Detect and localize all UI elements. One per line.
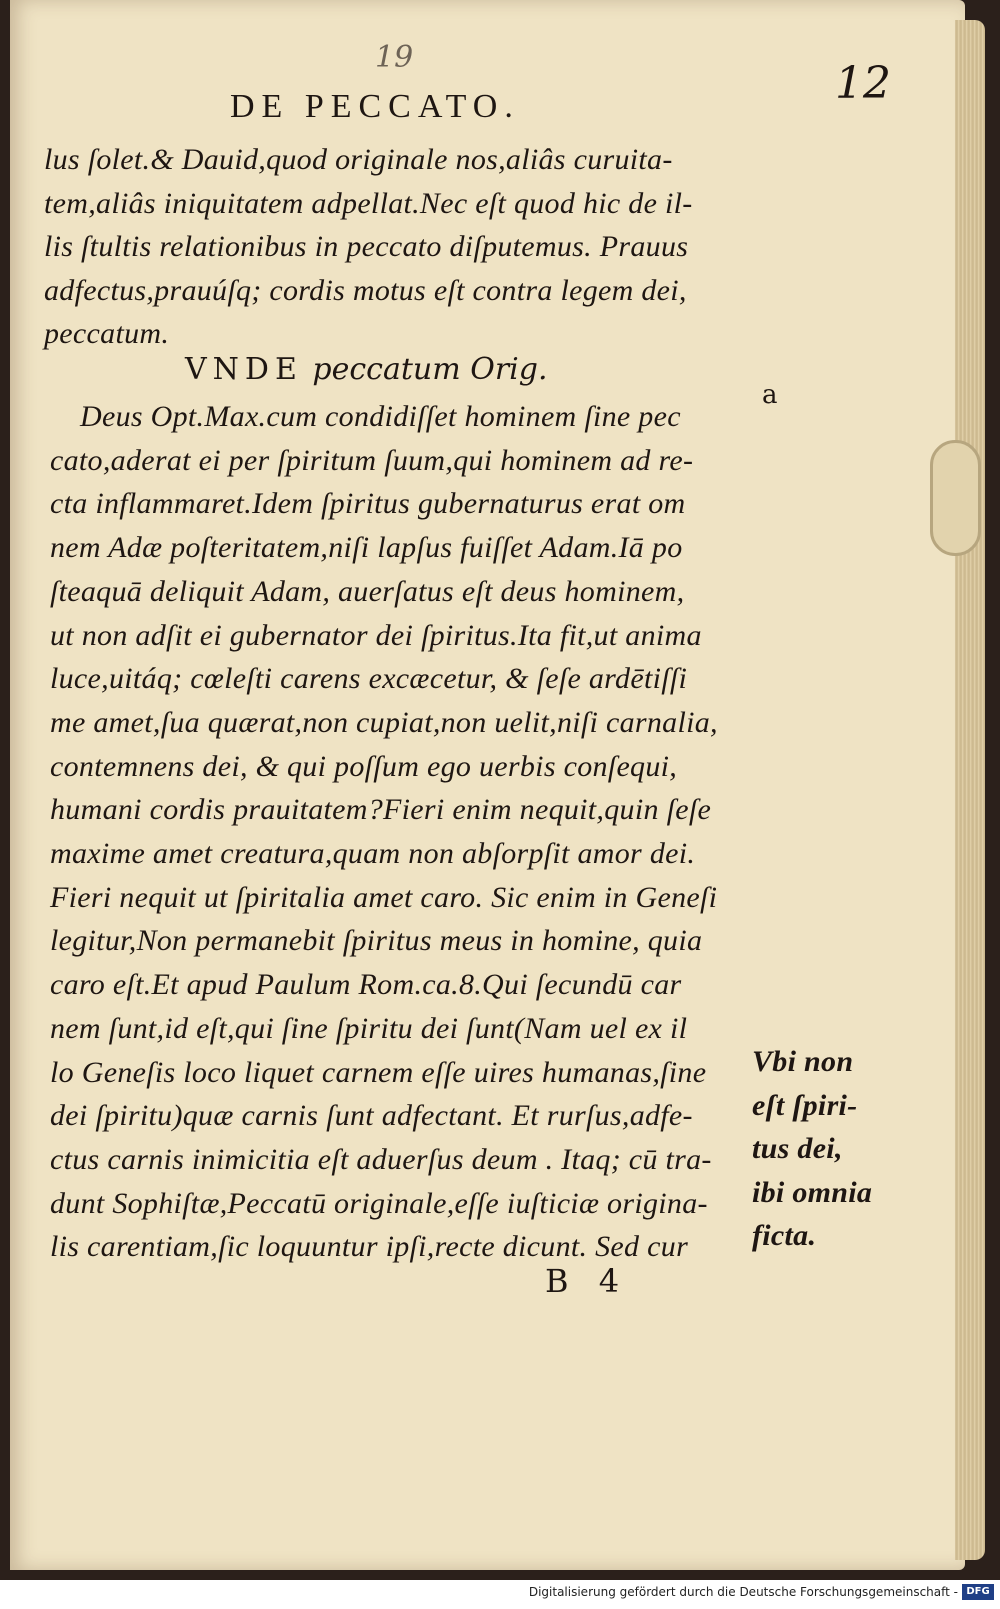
handwritten-folio-number: 19: [375, 40, 414, 75]
text-line: maxime amet creatura,quam non abſorpſit amor dei.: [50, 837, 696, 871]
text-line: ſteaquā deliquit Adam, auerſatus eſt deus hominem,: [50, 574, 685, 608]
section-heading-caps: VNDE: [185, 352, 303, 387]
page-edges: [955, 20, 985, 1560]
text-line: ctus carnis inimicitia eſt aduerſus deum . Itaq; cū tra-: [50, 1142, 712, 1176]
text-line: cta inflammaret.Idem ſpiritus gubernaturus erat om: [50, 487, 686, 521]
marginal-note-line: ficta.: [752, 1219, 817, 1252]
text-line: humani cordis prauitatem?Fieri enim nequit,quin ſeſe: [50, 793, 712, 827]
text-line: tem,aliâs iniquitatem adpellat.Nec eſt quod hic de il-: [44, 186, 693, 220]
text-line: luce,uitáq; cœleſti carens excæcetur, & ſeſe ardētiſſi: [50, 662, 688, 696]
text-line: dunt Sophiſtæ,Peccatū originale,eſſe iuſticiæ origina-: [50, 1186, 708, 1220]
text-line: lo Geneſis loco liquet carnem eſſe uires humanas,ſine: [50, 1055, 707, 1089]
marginal-note: [752, 1040, 912, 1258]
text-line: Deus Opt.Max.cum condidiſſet hominem ſine pec: [80, 400, 681, 433]
section-heading-rest: peccatum Orig.: [312, 352, 548, 387]
text-line: nem Adæ poſteritatem,niſi lapſus fuiſſet Adam.Iā po: [50, 531, 683, 565]
running-head: DE PECCATO.: [230, 88, 520, 125]
handwritten-folio-number-right: 12: [835, 58, 891, 109]
footer-credit: Digitalisierung gefördert durch die Deutsche Forschungsgemeinschaft -: [528, 1585, 958, 1599]
text-line: lis carentiam,ſic loquuntur ipſi,recte dicunt. Sed cur: [50, 1230, 689, 1264]
section-heading: [185, 352, 548, 387]
text-line: contemnens dei, & qui poſſum ego uerbis conſequi,: [50, 749, 678, 783]
text-line: me amet,ſua quærat,non cupiat,non uelit,niſi carnalia,: [50, 705, 718, 739]
text-line: peccatum.: [44, 317, 170, 350]
text-line: caro eſt.Et apud Paulum Rom.ca.8.Qui ſecundū car: [50, 968, 682, 1002]
intro-text-block: [44, 138, 774, 356]
marginal-note-line: tus dei,: [752, 1132, 843, 1165]
signature-mark: B 4: [545, 1262, 630, 1300]
marginal-note-line: ibi omnia: [752, 1175, 873, 1209]
dfg-logo: DFG: [962, 1584, 994, 1600]
text-line: Fieri nequit ut ſpiritalia amet caro. Sic enim in Geneſi: [50, 880, 718, 914]
text-line: lus ſolet.& Dauid,quod originale nos,aliâs curuita-: [44, 143, 673, 176]
text-line: dei ſpiritu)quæ carnis ſunt adfectant. Et rurſus,adfe-: [50, 1099, 693, 1133]
marginal-note-line: eſt ſpiri-: [752, 1088, 858, 1122]
text-line: adfectus,prauúſq; cordis motus eſt contra legem dei,: [44, 273, 687, 307]
text-line: cato,aderat ei per ſpiritum ſuum,qui hominem ad re-: [50, 443, 694, 477]
text-line: nem ſunt,id eſt,qui ſine ſpiritu dei ſunt(Nam uel ex il: [50, 1011, 688, 1045]
text-line: lis ſtultis relationibus in peccato diſputemus. Prauus: [44, 230, 689, 263]
margin-mark: a: [762, 380, 778, 410]
marginal-note-line: Vbi non: [752, 1045, 854, 1078]
book-clasp: [930, 440, 981, 556]
text-line: ut non adſit ei gubernator dei ſpiritus.Ita fit,ut anima: [50, 618, 702, 652]
paragraph-text-block: [50, 395, 770, 1269]
text-line: legitur,Non permanebit ſpiritus meus in homine, quia: [50, 924, 703, 958]
